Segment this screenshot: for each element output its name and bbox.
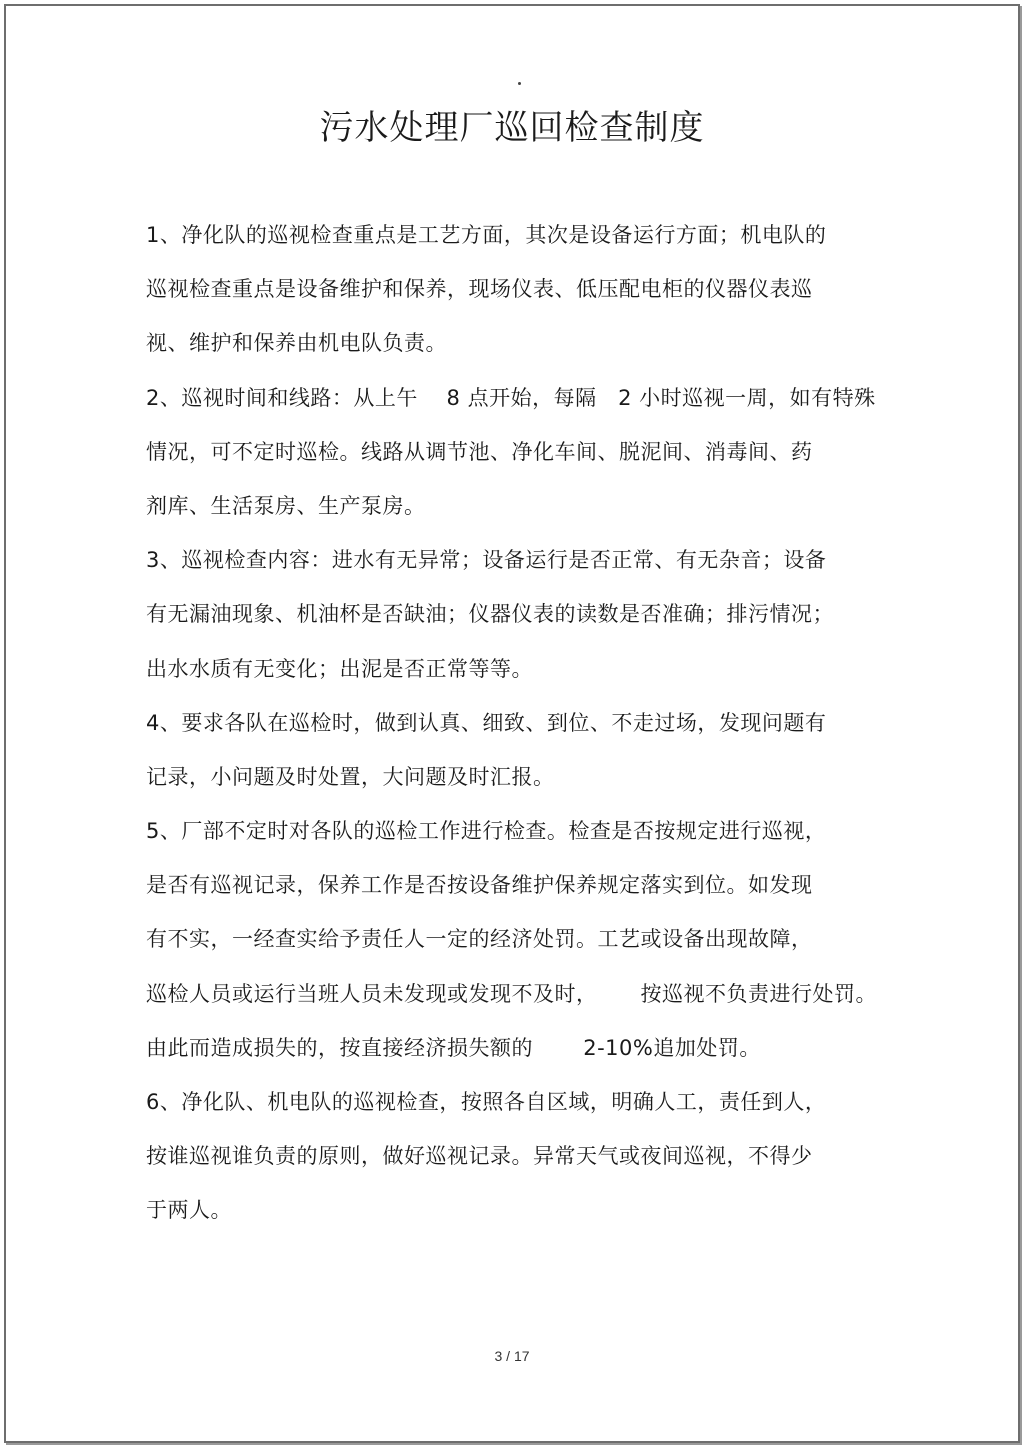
text-line: 有无漏油现象、机油杯是否缺油；仪器仪表的读数是否准确；排污情况；: [146, 602, 834, 627]
text-line: 剂库、生活泵房、生产泵房。: [146, 493, 426, 518]
text-line: 3、巡视检查内容：进水有无异常；设备运行是否正常、有无杂音；设备: [146, 548, 827, 573]
text-line: 5、厂部不定时对各队的巡检工作进行检查。检查是否按规定进行巡视，: [146, 819, 827, 844]
dot-mark: [518, 82, 521, 85]
document-title: 污水处理厂巡回检查制度: [319, 108, 705, 148]
text-line: 6、净化队、机电队的巡视检查，按照各自区域，明确人工，责任到人，: [146, 1090, 827, 1114]
page-number: 3 / 17: [494, 1348, 530, 1364]
text-line: 1、净化队的巡视检查重点是工艺方面，其次是设备运行方面；机电队的: [146, 223, 827, 247]
text-line: 情况，可不定时巡检。线路从调节池、净化车间、脱泥间、消毒间、药: [146, 439, 813, 464]
text-line: 视、维护和保养由机电队负责。: [146, 331, 447, 356]
text-line: 2、巡视时间和线路：从上午 8 点开始，每隔 2 小时巡视一周，如有特殊: [146, 385, 876, 410]
text-line: 巡检人员或运行当班人员未发现或发现不及时， 按巡视不负责进行处罚。: [146, 981, 878, 1006]
text-line: 于两人。: [146, 1198, 232, 1223]
document-body: [146, 208, 896, 1238]
text-line: 是否有巡视记录，保养工作是否按设备维护保养规定落实到位。如发现: [146, 873, 813, 898]
text-line: 记录，小问题及时处置，大问题及时汇报。: [146, 764, 555, 789]
text-line: 出水水质有无变化；出泥是否正常等等。: [146, 656, 533, 681]
text-line: 有不实，一经查实给予责任人一定的经济处罚。工艺或设备出现故障，: [146, 927, 813, 952]
text-line: 4、要求各队在巡检时，做到认真、细致、到位、不走过场，发现问题有: [146, 710, 827, 735]
text-line: 由此而造成损失的，按直接经济损失额的 2-10%追加处罚。: [146, 1035, 761, 1060]
text-line: 巡视检查重点是设备维护和保养，现场仪表、低压配电柜的仪器仪表巡: [146, 277, 813, 302]
text-line: 按谁巡视谁负责的原则，做好巡视记录。异常天气或夜间巡视，不得少: [146, 1144, 813, 1169]
